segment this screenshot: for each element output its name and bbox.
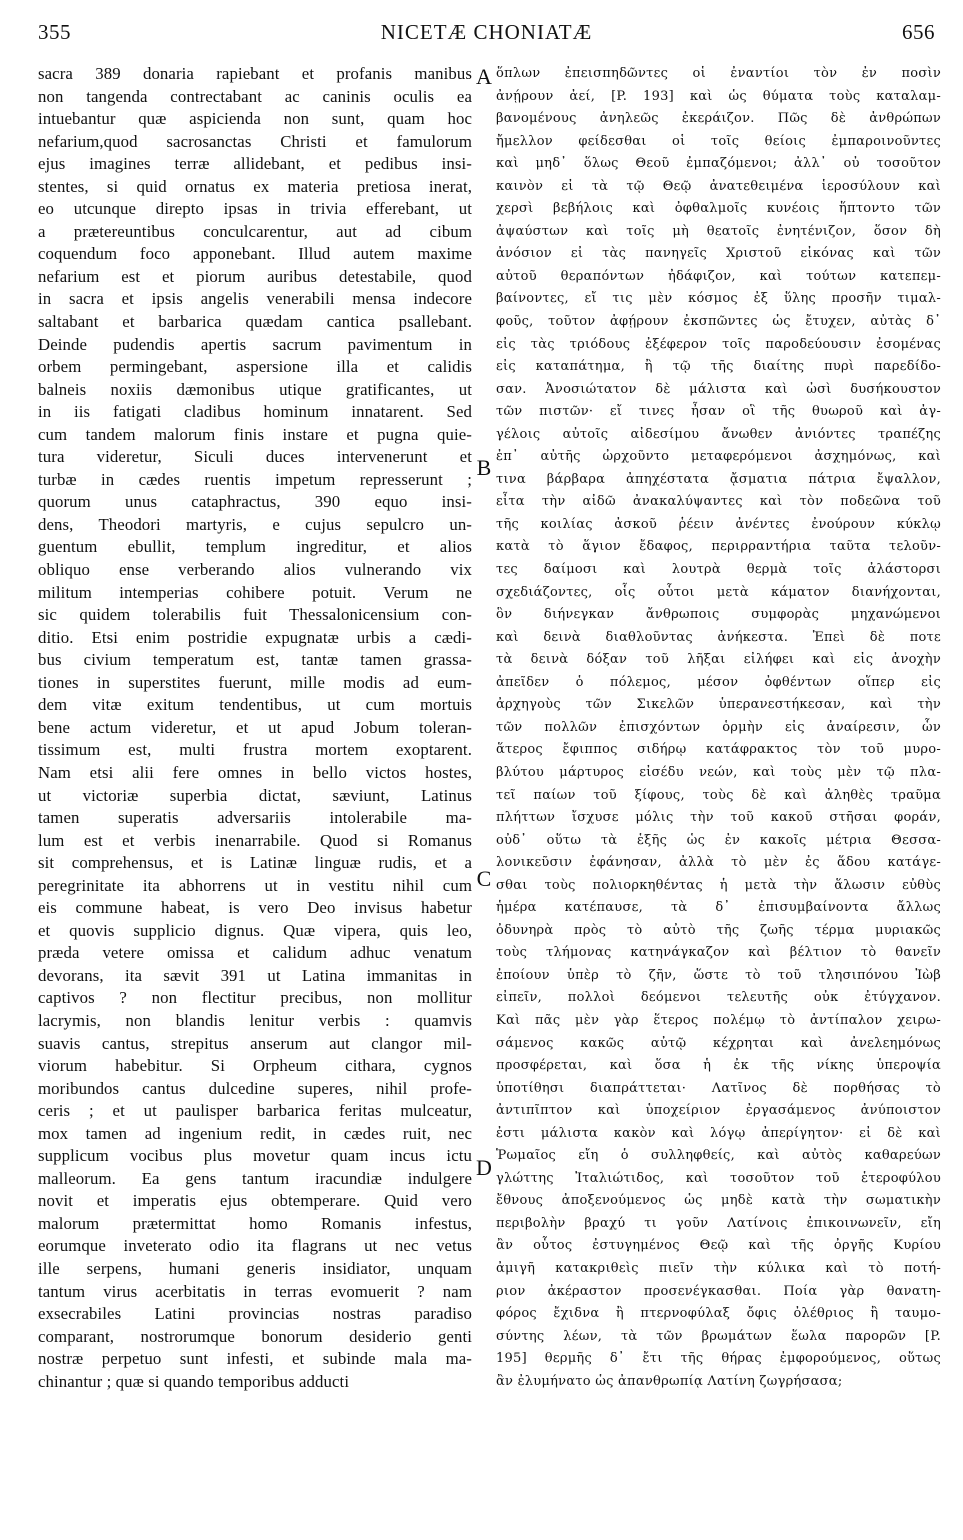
- latin-text-line: malleorum. Ea gens tantum iracundiæ indulgere: [38, 1168, 472, 1188]
- greek-text-line: αὐτοῦ θεραπόντων ἠδάφιζον, καὶ τούτων κατεπεμ-: [496, 268, 941, 284]
- greek-text-line: ἂν οὗτος ἐστυγημένος Θεῷ καὶ τῆς ὀργῆς Κυρίου: [496, 1238, 941, 1254]
- latin-text-line: in sacra et ipsis angelis venerabili mensa indecore: [38, 289, 472, 309]
- latin-text-line: tantum virus acerbitatis in terras evomuerit ? nam: [38, 1281, 472, 1301]
- greek-text-line: εἰπεῖν, πολλοὶ δεόμενοι τελευτῆς οὐκ ἐτύγχανον.: [496, 990, 941, 1006]
- greek-text-line: φόρος ἔχιδνα ἢ πτερνοφύλαξ ὄφις ὀλέθριος ἢ ταυμο-: [496, 1306, 941, 1322]
- greek-text-line: καὶ δεινὰ διαθλοῦντας ἀνήκεστα. Ἐπεὶ δὲ ποτε: [496, 629, 941, 645]
- latin-text-line: captivos ? non flectitur precibus, non mollitur: [38, 988, 472, 1008]
- greek-text-line: πλήττων ἴσχυσε μόλις τὴν τοῦ κακοῦ στῆσαι φοράν,: [496, 810, 941, 826]
- latin-text-line: Deinde pudendis apertis sacrum pavimentum in: [38, 334, 472, 354]
- greek-text-line: ἀνῄρουν ἀεί, [P. 193] καὶ ὡς θύματα τοὺς καταλαμ-: [496, 88, 941, 104]
- greek-text-line: γέλοις αὐτοῖς αἰδεσίμου ἄνωθεν ἀνιόντες τραπέζης: [496, 426, 941, 442]
- latin-text-line: eorumque inveterato odio ita flagrans ut nec vetus: [38, 1236, 472, 1256]
- greek-text-line: λονικεῦσιν ἐφάνησαν, ἀλλὰ τὸ μὲν ἐς ἅδου κατάγε-: [496, 855, 941, 871]
- greek-text-line: Ῥωμαῖος εἴη ὁ συλληφθείς, καὶ αὐτὸς καθαρεύων: [496, 1148, 941, 1164]
- latin-text-line: in iis fatigati cladibus hominum innatarent. Sed: [38, 402, 472, 422]
- latin-text-line: dem vitæ exitum tendentibus, ut cum mortuis: [38, 695, 472, 715]
- section-marker-d: D: [476, 1155, 492, 1180]
- latin-text-line: non tangenda contrectabant ac caninis oculis ea: [38, 86, 472, 106]
- greek-text-line: ἀψαύστων καὶ τοῖς μὴ θεατοῖς ἐνητένιζον, ὅσον δὴ: [496, 223, 941, 239]
- greek-text-line: ἅτερος ἔφιππος σιδήρῳ κατάφρακτος τὸν τοῦ μυρο-: [496, 742, 941, 758]
- latin-text-line: peregrinitate ita abhorrens ut in vestitu nihil cum: [38, 875, 472, 895]
- greek-text-line: σχεδιάζοντες, οἷς οὗτοι μετὰ κάματον διανήχονται,: [496, 584, 941, 600]
- greek-text-line: ὅπλων ἐπεισπηδῶντες οἱ ἐναντίοι τὸν ἐν ποσὶν: [496, 66, 941, 81]
- greek-text-line: σθαι τοὺς πολιορκηθέντας ἡ μετὰ τὴν ἅλωσιν εὐθὺς: [496, 877, 941, 893]
- greek-text-line: καὶ μηδ᾽ ὅλως Θεοῦ ἐμπαζόμενοι; ἀλλ᾽ οὐ τοσοῦτον: [496, 156, 941, 172]
- greek-text-line: ὀδυνηρὰ πρὸς τὸ αὐτὸ τῆς ζωῆς τέρμα μυριακῶς: [496, 922, 941, 938]
- latin-text-line: chinantur ; quæ si quando temporibus adducti: [38, 1371, 350, 1391]
- greek-text-line: τοὺς τλήμονας κατηνάγκαζον καὶ βέλτιον τὸ θανεῖν: [496, 945, 941, 961]
- latin-text-line: lum est et verbis inenarrabile. Quod si Romanus: [38, 830, 472, 850]
- latin-text-line: stentes, si quid ornatus ex materia pretiosa inerat,: [38, 176, 472, 196]
- latin-text-line: præda vetere omissa et calidum adhuc venatum: [38, 943, 472, 963]
- latin-text-line: sic quidem tolerabilis fuit Thessalonicensium con-: [38, 605, 472, 625]
- greek-text-line: χερσὶ βεβήλοις καὶ ὀφθαλμοῖς κυνέοις ἥπτοντο τῶν: [496, 201, 941, 217]
- greek-text-line: ἤμελλον φείδεσθαι οἱ τοῖς θείοις ἐμπαροινοῦντες: [496, 133, 941, 149]
- greek-text-line: καινὸν εἰ τὰ τῷ Θεῷ ἀνατεθειμένα ἱεροσύλουν καὶ: [496, 178, 941, 194]
- greek-text-line: τῶν πιστῶν· εἴ τινες ἦσαν οἳ τῆς θυωροῦ καὶ ἀγ-: [496, 404, 941, 420]
- greek-text-line: ἂν ἐλυμήνατο ὡς ἀπανθρωπίᾳ Λατίνη ζωγρήσασα;: [496, 1373, 843, 1389]
- latin-text-line: et quovis supplicio dignus. Quæ vipera, quis leo,: [38, 920, 472, 940]
- greek-text-line: ἀρχηγοὺς τῶν Σικελῶν ὑπερανεστήκεσαν, καὶ τὴν: [496, 697, 941, 713]
- latin-text-line: eo utcunque direpto ipsas in trivia efferebant, ut: [38, 199, 472, 219]
- greek-text-line: τεῖ παίων τοῦ ξίφους, τοὺς δὲ καὶ ἀληθὲς τραῦμα: [496, 787, 941, 803]
- latin-text-line: ejus imagines terræ allidebant, et pedibus insi-: [38, 154, 472, 174]
- latin-text-line: sit comprehensus, et is Latinæ linguæ rudis, et a: [38, 853, 472, 873]
- latin-text-line: saltabant et barbarica quædam cantica psallebant.: [38, 312, 472, 332]
- latin-text-line: tamen superatis adversariis intolerabile ma-: [38, 808, 472, 828]
- latin-text-line: supplicum vocibus plus movetur quam incus ictu: [38, 1146, 472, 1166]
- greek-text-line: τες δαίμοσι καὶ λουτρὰ θερμὰ τοῖς ἀλάστορσι: [496, 562, 941, 578]
- latin-text-line: tiones in superstites fuerunt, mille modis ad eum-: [38, 672, 472, 692]
- latin-text-line: comparant, nostrorumque bonorum desiderio genti: [38, 1326, 472, 1346]
- section-marker-b: B: [476, 455, 492, 480]
- running-title: NICETÆ CHONIATÆ: [380, 20, 593, 44]
- latin-text-line: bene actum videretur, et ut apud Jobum toleran-: [38, 717, 472, 737]
- greek-text-line: ἀνόσιον εἰ τὰς πανηγεῖς Χριστοῦ εἰκόνας καὶ τῶν: [496, 246, 941, 262]
- latin-text-line: sacra 389 donaria rapiebant et profanis manibus: [38, 64, 472, 83]
- latin-text-line: exsecrabiles Latini provincias nostras paradiso: [38, 1304, 472, 1324]
- latin-column: [38, 63, 472, 1393]
- greek-text-line: ἐπ᾽ αὐτῆς ὠρχοῦντο μεταφερόμενοι ἀσχημόνως, καὶ: [496, 449, 941, 465]
- greek-text-line: εἰς καταπάτημα, ἢ τῷ τῆς διαίτης πυρὶ παρεδίδο-: [496, 359, 941, 375]
- latin-text-line: tissimum est, multi frustra mortem exoptarent.: [38, 740, 472, 760]
- greek-text-line: τῶν πολλῶν ἐπισχόντων ὁρμὴν εἰς ἀναίρεσιν, ὧν: [496, 719, 941, 735]
- greek-text-line: ἐστι μάλιστα κακὸν καὶ λόγῳ ἀπερίγητον· εἰ δὲ καὶ: [496, 1125, 941, 1141]
- page-number-left: 355: [38, 20, 71, 44]
- latin-text-line: moribundos cantus dulcedine superes, nihil profe-: [38, 1078, 472, 1098]
- latin-text-line: novit et imperatis ejus obtemperare. Quid vero: [38, 1191, 472, 1211]
- greek-text-line: ἀπεῖδεν ὁ πόλεμος, μέσον ὀφθέντων οἵπερ εἰς: [496, 674, 941, 690]
- greek-text-line: κατὰ τὸ ἅγιον ἔδαφος, περιρραντήρια ταῦτα τελοῦν-: [496, 539, 941, 555]
- greek-text-line: βλύτου μάρτυρος εἰσέδυ νεών, καὶ τοὺς μὲν τῷ πλα-: [496, 764, 941, 780]
- greek-text-line: Καὶ πᾶς μὲν γὰρ ἕτερος πολέμῳ τὸ ἀντίπαλον χειρω-: [496, 1012, 941, 1028]
- latin-text-line: suavis cantus, strepitus anserum aut clangor mil-: [38, 1033, 472, 1053]
- section-marker-a: A: [476, 64, 492, 89]
- latin-text-line: cum tandem malorum finis instare et pugna quie-: [38, 424, 472, 444]
- latin-text-line: ut victoriæ superbia dictat, sæviunt, Latinus: [38, 785, 472, 805]
- greek-text-line: βαίνοντες, εἴ τις μὲν κόσμος ἐξ ὕλης προσῆν τιμαλ-: [496, 291, 941, 307]
- latin-text-line: nefarium,quod sacrosanctas Christi et famulorum: [38, 131, 472, 151]
- latin-text-line: mox tamen ad ingenium redit, in cædes ruit, nec: [38, 1123, 472, 1143]
- latin-text-line: dens, Theodori martyris, e cujus sepulcro un-: [38, 514, 472, 534]
- latin-text-line: nefarium est et piorum auribus detestabile, quod: [38, 266, 472, 286]
- greek-text-line: περιβολὴν βραχύ τι γοῦν Λατίνοις ἐπικοινωνεῖν, εἴη: [496, 1215, 941, 1231]
- latin-text-line: ditio. Etsi enim postridie expugnatæ urbis a cædi-: [38, 627, 472, 647]
- greek-text-line: γλώττης Ἰταλιώτιδος, καὶ τοσοῦτον τοῦ ἑτεροφύλου: [496, 1170, 941, 1186]
- greek-text-line: οὐδ᾽ οὕτω τὰ ἑξῆς ὡς ἐν κακοῖς μέτρια Θεσσα-: [496, 832, 941, 848]
- page-number-right: 656: [902, 20, 935, 44]
- greek-text-line: 195] θερμῆς δ᾽ ἔτι τῆς θήρας ἐμφορούμενος, οὕτως: [496, 1351, 941, 1367]
- greek-text-line: τῆς κοιλίας ἀσκοῦ ῥέειν ἀνέντες ἐνούρουν κύκλῳ: [496, 516, 941, 532]
- latin-text-line: coquendum foco apponebant. Illud autem maxime: [38, 244, 472, 264]
- latin-text-line: devorans, ita sævit 391 ut Latina immanitas in: [38, 965, 472, 985]
- latin-text-line: militum intemperias cohibere potuit. Verum ne: [38, 582, 472, 602]
- greek-text-line: σαν. Ἀνοσιώτατον δὲ μάλιστα καὶ ὠσὶ δυσήκουστον: [496, 381, 941, 397]
- latin-text-line: eis commune habeat, is vero Deo invisus habetur: [38, 898, 472, 918]
- greek-text-line: ριον ἀκέραστον προσενέγκασθαι. Ποία γὰρ θανατη-: [496, 1283, 941, 1299]
- latin-text-line: guentum ebullit, templum ingreditur, et alios: [38, 537, 472, 557]
- greek-text-line: ἀμιγῆ κατακριθεὶς πιεῖν τὴν κύλικα καὶ τὸ ποτή-: [496, 1260, 941, 1276]
- latin-text-line: a prætereuntibus conculcarentur, aut ad cibum: [38, 221, 472, 241]
- latin-text-line: intuebantur quæ aspicienda non sunt, quam hoc: [38, 109, 472, 129]
- greek-text-line: προσφέρεται, καὶ ὅσα ἡ ἐκ τῆς νίκης ὑπεροψία: [496, 1058, 941, 1074]
- latin-text-line: lacrymis, non blandis lenitur verbis : quamvis: [38, 1010, 472, 1030]
- section-marker-c: C: [476, 866, 492, 891]
- latin-text-line: orbem permingebant, aspersione illa et calidis: [38, 357, 472, 377]
- greek-text-line: σύντης λέων, τὰ τῶν βρωμάτων ἕωλα παρορῶν [P.: [496, 1328, 941, 1344]
- page-header: [38, 16, 935, 50]
- greek-text-line: ἔθνους ἀποξενούμενος ὡς μηδὲ κατὰ τὴν σωματικὴν: [496, 1193, 941, 1209]
- latin-text-line: tura videretur, Siculi duces intervenerunt et: [38, 447, 472, 467]
- latin-text-line: ille serpens, humani generis insidiator, unquam: [38, 1258, 472, 1278]
- latin-text-line: ceris ; et ut paulisper barbarica feritas mulceatur,: [38, 1101, 472, 1121]
- greek-text-line: ὑποτίθησι διαπράττεται· Λατῖνος δὲ πορθήσας τὸ: [496, 1080, 941, 1096]
- latin-text-line: malorum prætermittat homo Romanis infestus,: [38, 1213, 472, 1233]
- greek-text-line: ἐποίουν ὑπὲρ τὸ ζῆν, ὥστε τὸ τοῦ τλησιπόνου Ἰὼβ: [496, 967, 941, 983]
- latin-text-line: nostræ perpetuo sunt infesti, et subinde mala ma-: [38, 1349, 472, 1369]
- greek-text-line: ἡμέρα κατέπαυσε, τὰ δ᾽ ἐπισυμβαίνοντα ἄλλως: [496, 900, 941, 916]
- greek-text-line: βανομένους ἀνηλεῶς ἐκεράιζον. Πῶς δὲ ἀνθρώπων: [496, 111, 941, 127]
- latin-text-line: viorum habebitur. Si Orpheum cithara, cygnos: [38, 1056, 472, 1076]
- greek-text-line: τὰ δεινὰ δόξαν τοῦ λῆξαι εἰλήφει καὶ εἰς ἀνοχὴν: [496, 652, 941, 668]
- greek-text-line: φοῦς, τοῦτον ἀφῄρουν ἐκσπῶντες ὡς ἔτυχεν, αὐτὰς δ᾽: [496, 314, 941, 330]
- latin-text-line: Nam etsi alii fere omnes in bello victos hostes,: [38, 762, 472, 782]
- greek-text-line: εἰς τὰς τριόδους ἐξέφερον τοῖς παροδεύουσιν ἐσομένας: [496, 336, 941, 352]
- greek-text-line: ὃν διήνεγκαν ἄνθρωποις συμφορὰς μηχανώμενοι: [496, 607, 941, 623]
- latin-text-line: obliquo ense verberando alios vulnerando vix: [38, 560, 472, 580]
- latin-text-line: bus civium temperatum est, tantæ tamen grassa-: [38, 650, 472, 670]
- greek-text-line: εἶτα τὴν αἰδῶ ἀνακαλύψαντες καὶ τὸν ποδεῶνα τοῦ: [496, 494, 941, 510]
- greek-text-line: τινα βάρβαρα ἀπηχέστατα ᾄσματια πάτρια ἔψαλλον,: [496, 471, 941, 487]
- greek-column: [496, 63, 941, 1393]
- latin-text-line: turbæ in cædes ruentis impetum represserunt ;: [38, 469, 472, 489]
- latin-text-line: quorum unus cataphractus, 390 equo insi-: [38, 492, 472, 512]
- latin-text-line: balneis noxiis dæmonibus utique gratificantes, ut: [38, 379, 472, 399]
- greek-text-line: σάμενος κακῶς αὐτῷ κέχρηται καὶ ἀνελεημόνως: [496, 1035, 941, 1051]
- greek-text-line: ἀντιπῖπτον καὶ ὑποχείριον ἐργασάμενος ἀνύποιστον: [496, 1103, 941, 1119]
